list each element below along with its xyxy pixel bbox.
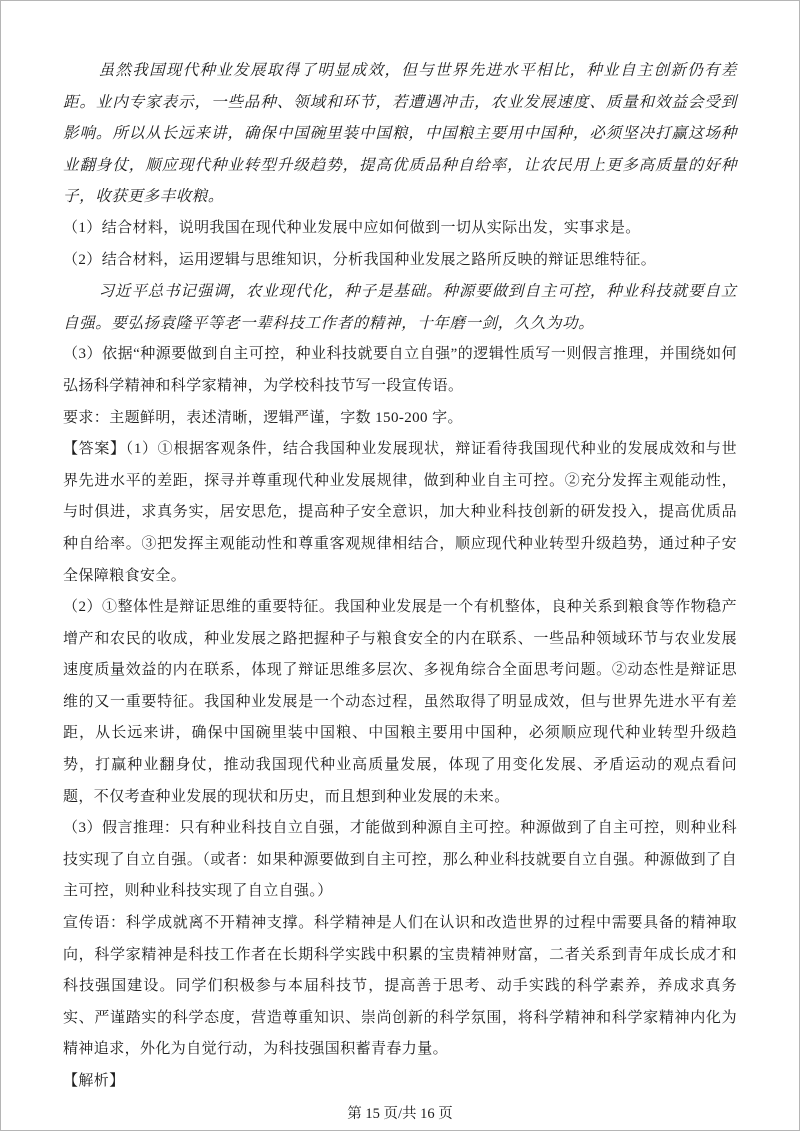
question-2: （2）结合材料，运用逻辑与思维知识，分析我国种业发展之路所反映的辩证思维特征。 xyxy=(63,251,657,268)
answer-part-1: 【答案】（1）①根据客观条件，结合我国种业发展现状，辩证看待我国现代种业的发展成效和与世界先进水平的差距，探寻并尊重现代种业发展规律，做到种业自主可控。②充分发挥主观能动性，与时俱进，求真务实，居安思危，提高种子安全意识，加大种业科技创新的研发投入，提高优质品种自给率。③把发挥主观能动性和尊重客观规律相结合，顺应现代种业转型升级趋势，通过种子安全保障粮食安全。 xyxy=(63,441,737,584)
requirements-line: 要求：主题鲜明，表述清晰，逻辑严谨，字数 150-200 字。 xyxy=(63,409,463,426)
material-paragraph-1: 虽然我国现代种业发展取得了明显成效，但与世界先进水平相比，种业自主创新仍有差距。业内专家表示，一些品种、领域和环节，若遭遇冲击，农业发展速度、质量和效益会受到影响。所以从长远来讲，确保中国碗里装中国粮，中国粮主要用中国种，必须坚决打赢这场种业翻身仗，顺应现代种业转型升级趋势，提高优质品种自给率，让农民用上更多高质量的好种子，收获更多丰收粮。 xyxy=(63,62,737,206)
analysis-label: 【解析】 xyxy=(63,1073,125,1089)
answer-part-3: （3）假言推理：只有种业科技自立自强，才能做到种源自主可控。种源做到了自主可控，则种业科技实现了自立自强。（或者：如果种源要做到自主可控，那么种业科技就要自立自强。种源做到了自主可控，则种业科技实现了自立自强。） xyxy=(63,820,737,900)
answer-slogan: 宣传语：科学成就离不开精神支撑。科学精神是人们在认识和改造世界的过程中需要具备的精神取向，科学家精神是科技工作者在长期科学实践中积累的宝贵精神财富，二者关系到青年成长成才和科技强国建设。同学们积极参与本届科技节，提高善于思考、动手实践的科学素养，养成求真务实、严谨踏实的科学态度，营造尊重知识、崇尚创新的科学氛围，将科学精神和科学家精神内化为精神追求，外化为自觉行动，为科技强国积蓄青春力量。 xyxy=(63,915,737,1058)
answer-part-2: （2）①整体性是辩证思维的重要特征。我国种业发展是一个有机整体，良种关系到粮食等作物稳产增产和农民的收成，种业发展之路把握种子与粮食安全的内在联系、一些品种领域环节与农业发展速度质量效益的内在联系，体现了辩证思维多层次、多视角综合全面思考问题。②动态性是辩证思维的又一重要特征。我国种业发展是一个动态过程，虽然取得了明显成效，但与世界先进水平有差距，从长远来讲，确保中国碗里装中国粮、中国粮主要用中国种，必须顺应现代种业转型升级趋势，打赢种业翻身仗，推动我国现代种业高质量发展，体现了用变化发展、矛盾运动的观点看问题，不仅考查种业发展的现状和历史，而且想到种业发展的未来。 xyxy=(63,599,737,805)
question-1: （1）结合材料，说明我国在现代种业发展中应如何做到一切从实际出发，实事求是。 xyxy=(63,219,641,236)
page-number-footer: 第 15 页/共 16 页 xyxy=(347,1105,453,1122)
question-3: （3）依据“种源要做到自主可控，种业科技就要自立自强”的逻辑性质写一则假言推理，并围绕如何弘扬科学精神和科学家精神，为学校科技节写一段宣传语。 xyxy=(63,346,737,394)
page-content xyxy=(1,1,799,1126)
material-paragraph-2: 习近平总书记强调，农业现代化，种子是基础。种源要做到自主可控，种业科技就要自立自强。要弘扬袁隆平等老一辈科技工作者的精神，十年磨一剑，久久为功。 xyxy=(63,283,737,332)
